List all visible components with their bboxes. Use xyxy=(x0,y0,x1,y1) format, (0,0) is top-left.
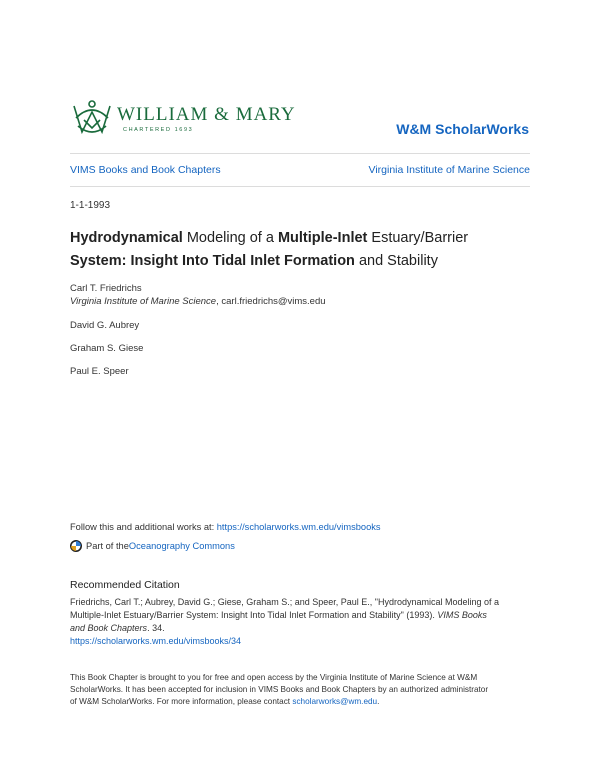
recommended-citation-heading: Recommended Citation xyxy=(70,579,180,591)
citation-series: VIMS Books xyxy=(437,610,487,620)
publication-date: 1-1-1993 xyxy=(70,200,111,211)
citation-series: and Book Chapters xyxy=(70,623,148,633)
collection-url-link[interactable]: https://scholarworks.wm.edu/vimsbooks xyxy=(216,522,381,532)
part-of-line xyxy=(70,540,235,552)
contact-email-link[interactable]: scholarworks@wm.edu xyxy=(292,697,378,706)
title-part: Multiple-Inlet xyxy=(277,230,368,246)
logo-chartered: CHARTERED 1693 xyxy=(123,127,194,133)
affiliation-institution: Virginia Institute of Marine Science xyxy=(70,296,217,307)
author-name: Paul E. Speer xyxy=(70,366,129,377)
citation-line: Multiple-Inlet Estuary/Barrier System: Insight Into Tidal Inlet Formation and Stability" (1993). xyxy=(70,610,438,620)
title-part: and Stability xyxy=(354,253,438,269)
footer-line: . xyxy=(377,697,380,706)
part-of-prefix: Part of the xyxy=(86,541,129,551)
author-name: Graham S. Giese xyxy=(70,343,144,354)
oceanography-commons-link[interactable]: Oceanography Commons xyxy=(128,541,235,551)
citation-line: . 34. xyxy=(147,623,165,633)
institution-link[interactable]: Virginia Institute of Marine Science xyxy=(368,164,530,176)
divider-top xyxy=(70,153,530,154)
follow-prefix: Follow this and additional works at: xyxy=(70,522,217,532)
author-affiliation xyxy=(70,296,326,307)
author-name: David G. Aubrey xyxy=(70,320,140,331)
logo-wordmark: WILLIAM & MARY xyxy=(117,104,296,125)
page-title xyxy=(70,227,530,273)
title-part: Hydrodynamical xyxy=(70,230,183,246)
footer-line: ScholarWorks. It has been accepted for inclusion in VIMS Books and Book Chapters by an authorized administrator xyxy=(70,685,489,694)
follow-line xyxy=(70,522,381,532)
citation-url-link[interactable]: https://scholarworks.wm.edu/vimsbooks/34 xyxy=(70,636,242,646)
title-part: Modeling of a xyxy=(182,230,278,246)
author-name: Carl T. Friedrichs xyxy=(70,283,142,294)
affiliation-email: , carl.friedrichs@vims.edu xyxy=(216,296,326,307)
footer-line: of W&M ScholarWorks. For more information, please contact xyxy=(70,697,293,706)
divider-nav xyxy=(70,186,530,187)
title-part: Estuary/Barrier xyxy=(367,230,469,246)
citation-text xyxy=(70,596,532,648)
william-mary-crest-icon xyxy=(70,98,114,140)
bepress-commons-icon xyxy=(70,540,82,552)
series-link[interactable]: VIMS Books and Book Chapters xyxy=(70,164,221,176)
title-part: System: Insight Into Tidal Inlet Formation xyxy=(70,253,355,269)
access-statement xyxy=(70,672,532,708)
footer-line: This Book Chapter is brought to you for free and open access by the Virginia Institute of Marine Science at W&M xyxy=(70,673,478,682)
citation-line: Friedrichs, Carl T.; Aubrey, David G.; Giese, Graham S.; and Speer, Paul E., "Hydrodynamical Modeling of a xyxy=(70,597,500,607)
scholarworks-link[interactable]: W&M ScholarWorks xyxy=(396,121,529,137)
